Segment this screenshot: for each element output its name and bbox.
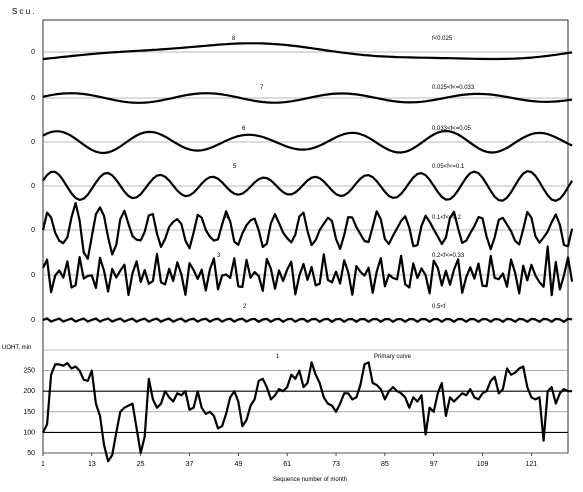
component-zero-label: 0 [31, 49, 35, 56]
component-line-4 [43, 203, 572, 259]
y-tick-label: 100 [23, 429, 35, 437]
component-number-label: 7 [260, 85, 264, 91]
primary-curve-number: 1 [276, 354, 280, 360]
x-tick-label: 85 [380, 461, 389, 468]
component-line-3 [43, 247, 572, 296]
component-number-label: 3 [217, 253, 221, 259]
component-zero-label: 0 [31, 139, 35, 146]
x-axis-label: Sequence number of month [272, 477, 348, 483]
y-axis-label: UOHT, min [2, 345, 32, 351]
x-tick-label: 37 [185, 461, 194, 468]
y-tick-label: 250 [23, 367, 35, 375]
primary-curve-label: Primary curve [374, 354, 412, 360]
x-tick-label: 109 [476, 461, 489, 468]
component-number-label: 2 [243, 304, 247, 310]
component-number-label: 4 [225, 215, 229, 221]
component-zero-label: 0 [31, 183, 35, 190]
x-tick-label: 1 [41, 461, 45, 468]
component-band-label: 0.025<f<=0.033 [432, 85, 475, 91]
plot-frame [43, 20, 568, 453]
x-tick-label: 49 [234, 461, 243, 468]
component-zero-label: 0 [31, 227, 35, 234]
chart-title: S c u . [12, 7, 35, 16]
plot-area [23, 20, 572, 468]
component-number-label: 8 [232, 36, 236, 42]
component-band-label: 0.033<f<=0.05 [432, 126, 471, 132]
y-tick-label: 200 [23, 388, 35, 396]
x-tick-label: 97 [429, 461, 438, 468]
x-tick-label: 25 [136, 461, 145, 468]
component-number-label: 6 [242, 126, 246, 132]
x-tick-label: 121 [525, 461, 538, 468]
component-band-label: 0.2<f<=0.33 [432, 253, 465, 259]
x-tick-label: 61 [283, 461, 292, 468]
y-tick-label: 150 [23, 408, 35, 416]
component-line-8 [43, 43, 572, 59]
component-band-label: 0.05<f<=0.1 [432, 164, 465, 170]
x-tick-label: 13 [87, 461, 96, 468]
component-number-label: 5 [233, 164, 237, 170]
y-tick-label: 50 [27, 450, 35, 457]
component-zero-label: 0 [31, 272, 35, 279]
component-band-label: f<0.025 [432, 36, 453, 42]
x-tick-label: 73 [332, 461, 340, 468]
component-zero-label: 0 [31, 317, 35, 324]
component-band-label: 0.1<f<=0.2 [432, 215, 461, 221]
component-zero-label: 0 [31, 95, 35, 102]
component-band-label: 0.5<f [432, 304, 446, 310]
